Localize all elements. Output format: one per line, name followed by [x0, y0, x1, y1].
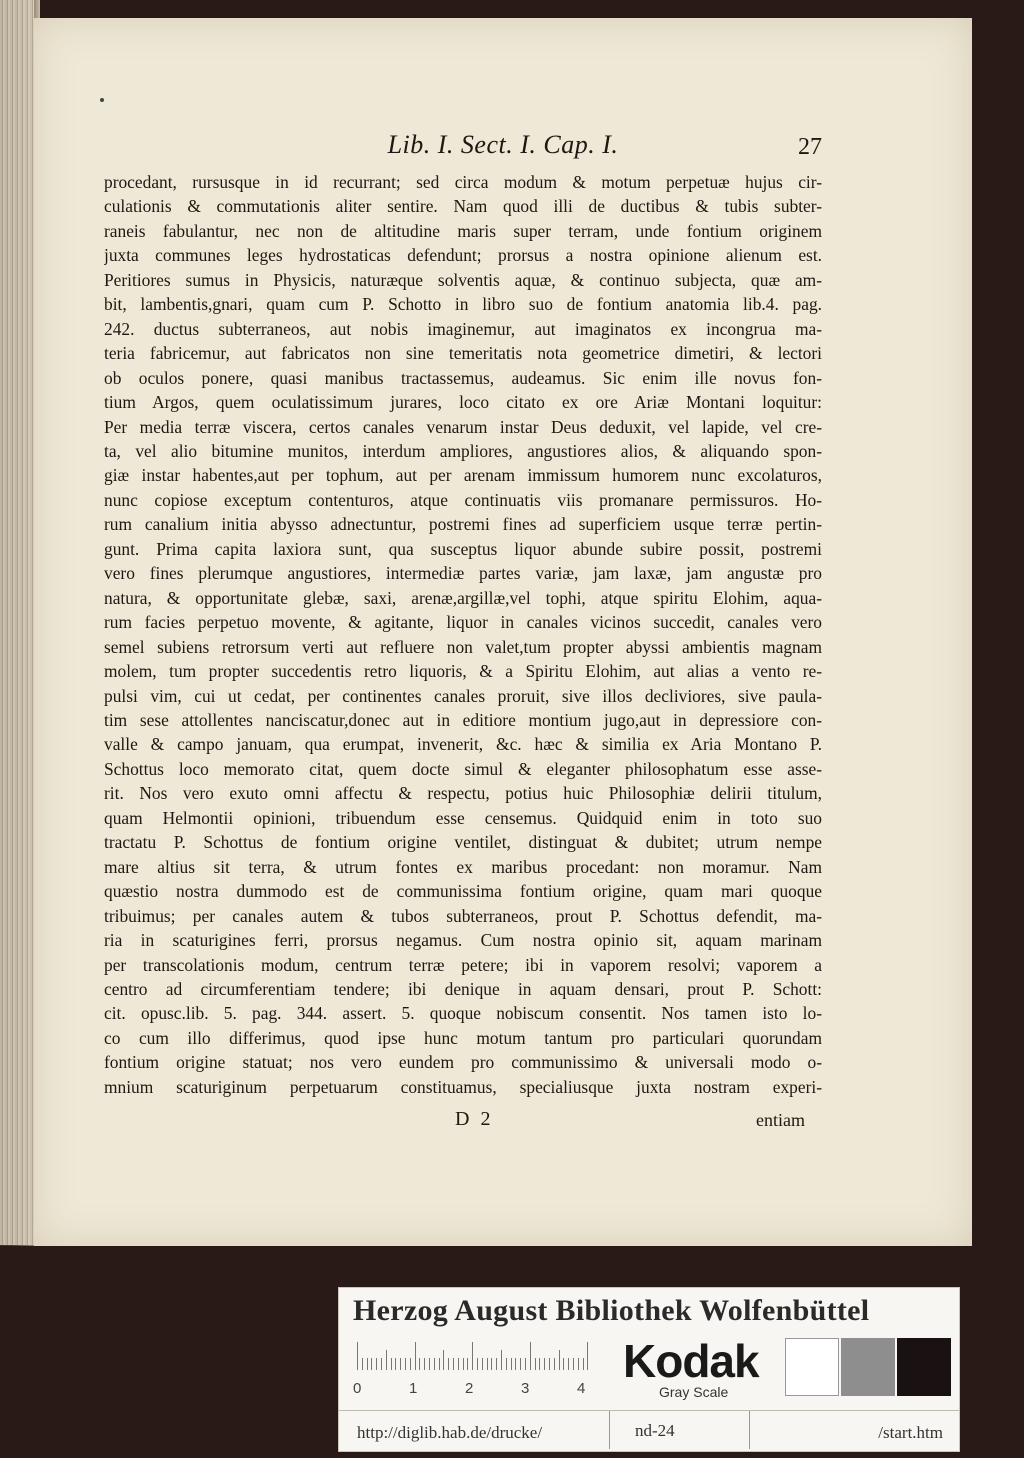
text-line: rum canalium initia abysso adnectuntur, postremi fines ad superficiem usque terræ pertin- [104, 514, 822, 535]
ruler-tick [443, 1350, 444, 1370]
text-line: giæ instar habentes,aut per tophum, aut per arenam immissum humorem nunc excolaturos, [104, 465, 822, 486]
text-line: fontium origine statuat; nos vero eundem pro communissimo & universali modo o- [104, 1052, 822, 1073]
library-label [338, 1287, 960, 1452]
page-number: 27 [798, 134, 822, 160]
ruler-tick [587, 1342, 588, 1370]
ruler-tick [511, 1358, 512, 1370]
ruler-tick [429, 1358, 430, 1370]
ruler-tick [371, 1358, 372, 1370]
ruler-tick [376, 1358, 377, 1370]
ink-speck [100, 98, 104, 102]
ruler-tick [520, 1358, 521, 1370]
ruler-tick [525, 1358, 526, 1370]
ruler-tick [487, 1358, 488, 1370]
text-line: raneis fabulantur, nec non de altitudine maris super terram, unde fontium originem [104, 220, 822, 241]
text-line: mare altius sit terra, & utrum fontes ex maribus procedant: non moramur. Nam [104, 856, 822, 877]
ruler-tick [463, 1358, 464, 1370]
text-line: natura, & opportunitate glebæ, saxi, arenæ,argillæ,vel tophi, atque spiritu Elohim, aqua- [104, 587, 822, 608]
text-line: vero fines plerumque angustiores, intermediæ partes variæ, jam laxæ, jam angustæ pro [104, 563, 822, 584]
white-swatch [785, 1338, 839, 1396]
ruler-number: 3 [521, 1380, 530, 1397]
text-line: quæstio nostra dummodo est de communissima fontium origine, quam mari quoque [104, 881, 822, 902]
ruler-tick [367, 1358, 368, 1370]
ruler-tick [477, 1358, 478, 1370]
ruler-tick [434, 1358, 435, 1370]
kodak-logo: Kodak [623, 1335, 759, 1387]
ruler-tick [415, 1342, 416, 1370]
text-line: gunt. Prima capita laxiora sunt, qua susceptus liquor abunde subire possit, postremi [104, 538, 822, 559]
ruler-tick [539, 1358, 540, 1370]
ruler-tick [424, 1358, 425, 1370]
ruler-tick [362, 1358, 363, 1370]
ruler-tick [405, 1358, 406, 1370]
ruler-tick [419, 1358, 420, 1370]
text-line: co cum illo differimus, quod ipse hunc motum tantum pro particulari quorundam [104, 1027, 822, 1048]
ruler-tick [573, 1358, 574, 1370]
ruler-tick [472, 1342, 473, 1370]
text-line: centro ad circumferentiam tendere; ibi denique in aquam densari, prout P. Schott: [104, 978, 822, 999]
gray-swatch [841, 1338, 895, 1396]
ruler-tick [544, 1358, 545, 1370]
ruler-tick [448, 1358, 449, 1370]
text-line: molem, tum propter succedentis retro liquoris, & a Spiritu Elohim, aut alias a vento re- [104, 661, 822, 682]
text-line: ta, vel alio bitumine munitos, interdum ampliores, angustiores alios, & aliquando spon- [104, 440, 822, 461]
ruler-tick [410, 1358, 411, 1370]
black-swatch [897, 1338, 951, 1396]
text-line: semel subiens retrorsum verti aut refluere non valet,tum propter abyssi ambientis magnam [104, 636, 822, 657]
catchword: entiam [756, 1110, 805, 1130]
text-line: Per media terræ viscera, certos canales venarum instar Deus deduxit, vel lapide, vel cre- [104, 416, 822, 437]
text-line: tim sese attollentes nanciscatur,donec aut in editiore montium jugo,aut in depressiore con- [104, 709, 822, 730]
signature-mark: D 2 [455, 1108, 494, 1130]
ruler-number: 2 [465, 1380, 474, 1397]
text-line: ob oculos ponere, quasi manibus tractassemus, audeamus. Sic enim ille novus fon- [104, 367, 822, 388]
start-url: /start.htm [878, 1423, 943, 1442]
text-line: ria in scaturigines ferri, prorsus negamus. Cum nostra opinio sit, aquam marinam [104, 930, 822, 951]
ruler-tick [357, 1342, 358, 1370]
library-name: Herzog August Bibliothek Wolfenbüttel [353, 1294, 870, 1327]
divider [609, 1411, 610, 1449]
text-line: per transcolationis modum, centrum terræ petere; ibi in vaporem resolvi; vaporem a [104, 954, 822, 975]
gray-swatches [785, 1338, 951, 1396]
label-footer [339, 1410, 959, 1449]
text-line: 242. ductus subterraneos, aut nobis imaginemur, aut imaginatos ex incongrua ma- [104, 318, 822, 339]
source-url: http://diglib.hab.de/drucke/ [357, 1423, 543, 1442]
running-title: Lib. I. Sect. I. Cap. I. [387, 130, 619, 159]
ruler-tick [439, 1358, 440, 1370]
ruler-tick [391, 1358, 392, 1370]
ruler-tick [568, 1358, 569, 1370]
text-line: procedant, rursusque in id recurrant; sed circa modum & motum perpetuæ hujus cir- [104, 172, 822, 192]
text-line: tium Argos, quem oculatissimum jurares, loco citato ex ore Ariæ Montani loquitur: [104, 392, 822, 413]
text-line: culationis & commutationis aliter sentire. Nam quod illi de ductibus & tubis subter- [104, 196, 822, 217]
text-line: cit. opusc.lib. 5. pag. 344. assert. 5. quoque nobiscum consentit. Nos tamen isto lo- [104, 1003, 822, 1024]
ruler-tick [501, 1350, 502, 1370]
ruler-tick [530, 1342, 531, 1370]
page-stack-edge [0, 0, 34, 1245]
text-line: teria fabricemur, aut fabricatos non sine temeritatis nota geometrice dimetiri, & lectori [104, 343, 822, 364]
ruler-number: 1 [409, 1380, 418, 1397]
text-line: tractatu P. Schottus de fontium origine ventilet, distinguat & dubitet; utrum nempe [104, 832, 822, 853]
ruler-numbers [353, 1380, 603, 1400]
ruler-tick [458, 1358, 459, 1370]
text-line: nunc copiose exceptum contenturos, atque continuatis viis promanare permissuros. Ho- [104, 489, 822, 510]
text-line: quam Helmontii opinioni, tribuendum esse censemus. Quidquid enim in toto suo [104, 807, 822, 828]
text-line: Schottus loco memorato citat, quem docte simul & eleganter philosophatum esse asse- [104, 758, 822, 779]
ruler-tick [506, 1358, 507, 1370]
text-line: juxta communes leges hydrostaticas defendunt; prorsus a nostra opinione alienum est. [104, 245, 822, 266]
text-line: pulsi vim, cui ut cedat, per continentes canales proruit, sive illos decliviores, sive paula- [104, 685, 822, 706]
text-line: rit. Nos vero exuto omni affectu & respectu, potius huic Philosophiæ delirii titulum, [104, 783, 822, 804]
body-text [104, 170, 822, 1099]
ruler-tick [583, 1358, 584, 1370]
text-line: tribuimus; per canales autem & tubos subterraneos, prout P. Schottus defendit, ma- [104, 905, 822, 926]
text-line: rum facies perpetuo movente, & agitante, liquor in canales vicinos succedit, canales vero [104, 612, 822, 633]
ruler-tick [395, 1358, 396, 1370]
ruler-tick [563, 1358, 564, 1370]
ruler-tick [549, 1358, 550, 1370]
shelf-code: nd-24 [635, 1421, 675, 1440]
ruler-tick [554, 1358, 555, 1370]
ruler-tick [400, 1358, 401, 1370]
ruler-tick [559, 1350, 560, 1370]
text-line: valle & campo januam, qua erumpat, invenerit, &c. hæc & similia ex Aria Montano P. [104, 734, 822, 755]
ruler-tick [467, 1358, 468, 1370]
text-line: bit, lambentis,gnari, quam cum P. Schotto in libro suo de fontium anatomia lib.4. pag. [104, 294, 822, 315]
ruler-tick [515, 1358, 516, 1370]
ruler-number: 4 [577, 1380, 586, 1397]
ruler-tick [381, 1358, 382, 1370]
divider [749, 1411, 750, 1449]
page-header [34, 130, 972, 160]
ruler-tick [491, 1358, 492, 1370]
ruler-tick [578, 1358, 579, 1370]
gray-scale-ruler [357, 1342, 597, 1370]
ruler-tick [453, 1358, 454, 1370]
ruler-tick [386, 1350, 387, 1370]
ruler-number: 0 [353, 1380, 362, 1397]
ruler-tick [535, 1358, 536, 1370]
gray-scale-label: Gray Scale [659, 1384, 729, 1400]
text-line: mnium scaturiginum perpetuarum constituamus, specialiusque juxta nostram experi- [104, 1076, 822, 1097]
ruler-tick [496, 1358, 497, 1370]
ruler-tick [482, 1358, 483, 1370]
text-line: Peritiores sumus in Physicis, naturæque solventis aquæ, & continuo subjecta, quæ am- [104, 269, 822, 290]
